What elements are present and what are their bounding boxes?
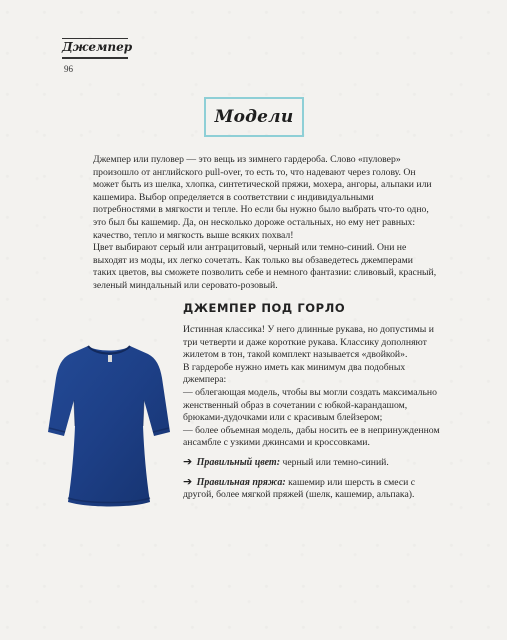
tip-color <box>183 456 445 470</box>
sweater-body <box>48 346 170 507</box>
page-title: Модели <box>214 107 294 127</box>
intro-paragraph-1-text: Джемпер или пуловер — это вещь из зимнего гардероба. Слово «пуловер» произошло от английского pull-over, то есть то, что надевают через голову. Он может быть из шелка, хлопка, синтетической пряжи, мохера, ангоры, альпаки или кашемира. Выбор определяется в соответствии с индивидуальными потребностями в мягкости и тепле. Но если бы нужно было выбрать что-то одно, это был бы кашемир. Да, он несколько дороже остальных, но ему нет равных: качество, тепло и мягкость выше всяких похвал! <box>93 154 432 241</box>
title-frame <box>204 97 304 137</box>
section-paragraph-3: — облегающая модель, чтобы вы могли создать максимально женственный образ в сочетании с юбкой-карандашом, брюками-дудочками или с красивым блейзером; <box>183 386 437 424</box>
intro-paragraph-2-text: Цвет выбирают серый или антрацитовый, черный или темно-синий. Они не выходят из моды, их легко сочетать. Как только вы обзаведетесь джемперами таких цветов, вы сможете позволить себе и немного фантазии: сливовый, красный, зеленый миндальный или серовато-розовый. <box>93 242 437 291</box>
section-paragraph-4: — более объемная модель, дабы носить ее в непринужденном ансамбле с узкими джинсами и кроссовками. <box>183 424 440 449</box>
running-head: Джемпер <box>62 40 133 54</box>
section-body <box>183 324 445 502</box>
intro-paragraph-2 <box>93 242 438 292</box>
right-arrow-icon: ➔ <box>183 454 193 468</box>
tip-color-label: Правильный цвет: <box>196 456 281 468</box>
page-number: 96 <box>64 64 73 74</box>
intro-text <box>93 154 438 293</box>
tip-color-text: черный или темно-синий. <box>282 456 389 468</box>
right-arrow-icon: ➔ <box>183 474 193 488</box>
running-head-rule-bottom <box>62 57 128 59</box>
intro-paragraph-1 <box>93 154 438 242</box>
sweater-illustration <box>44 340 174 512</box>
tip-yarn-label: Правильная пряжа: <box>196 476 286 488</box>
section-heading: ДЖЕМПЕР ПОД ГОРЛО <box>183 301 346 315</box>
sweater-tag <box>108 355 112 362</box>
tip-yarn <box>183 476 445 502</box>
running-head-rule-top <box>62 38 128 39</box>
section-paragraph-2: В гардеробе нужно иметь как минимум два подобных джемпера: <box>183 361 406 386</box>
tip-yarn-text: кашемир или шерсть в смеси с другой, более мягкой пряжей (шелк, кашемир, альпака). <box>183 476 416 501</box>
section-paragraph-1: Истинная классика! У него длинные рукава, но допустимы и три четверти и даже короткие рукава. Классику дополняют жилетом в тон, такой комплект называется «двойкой». <box>183 324 434 361</box>
